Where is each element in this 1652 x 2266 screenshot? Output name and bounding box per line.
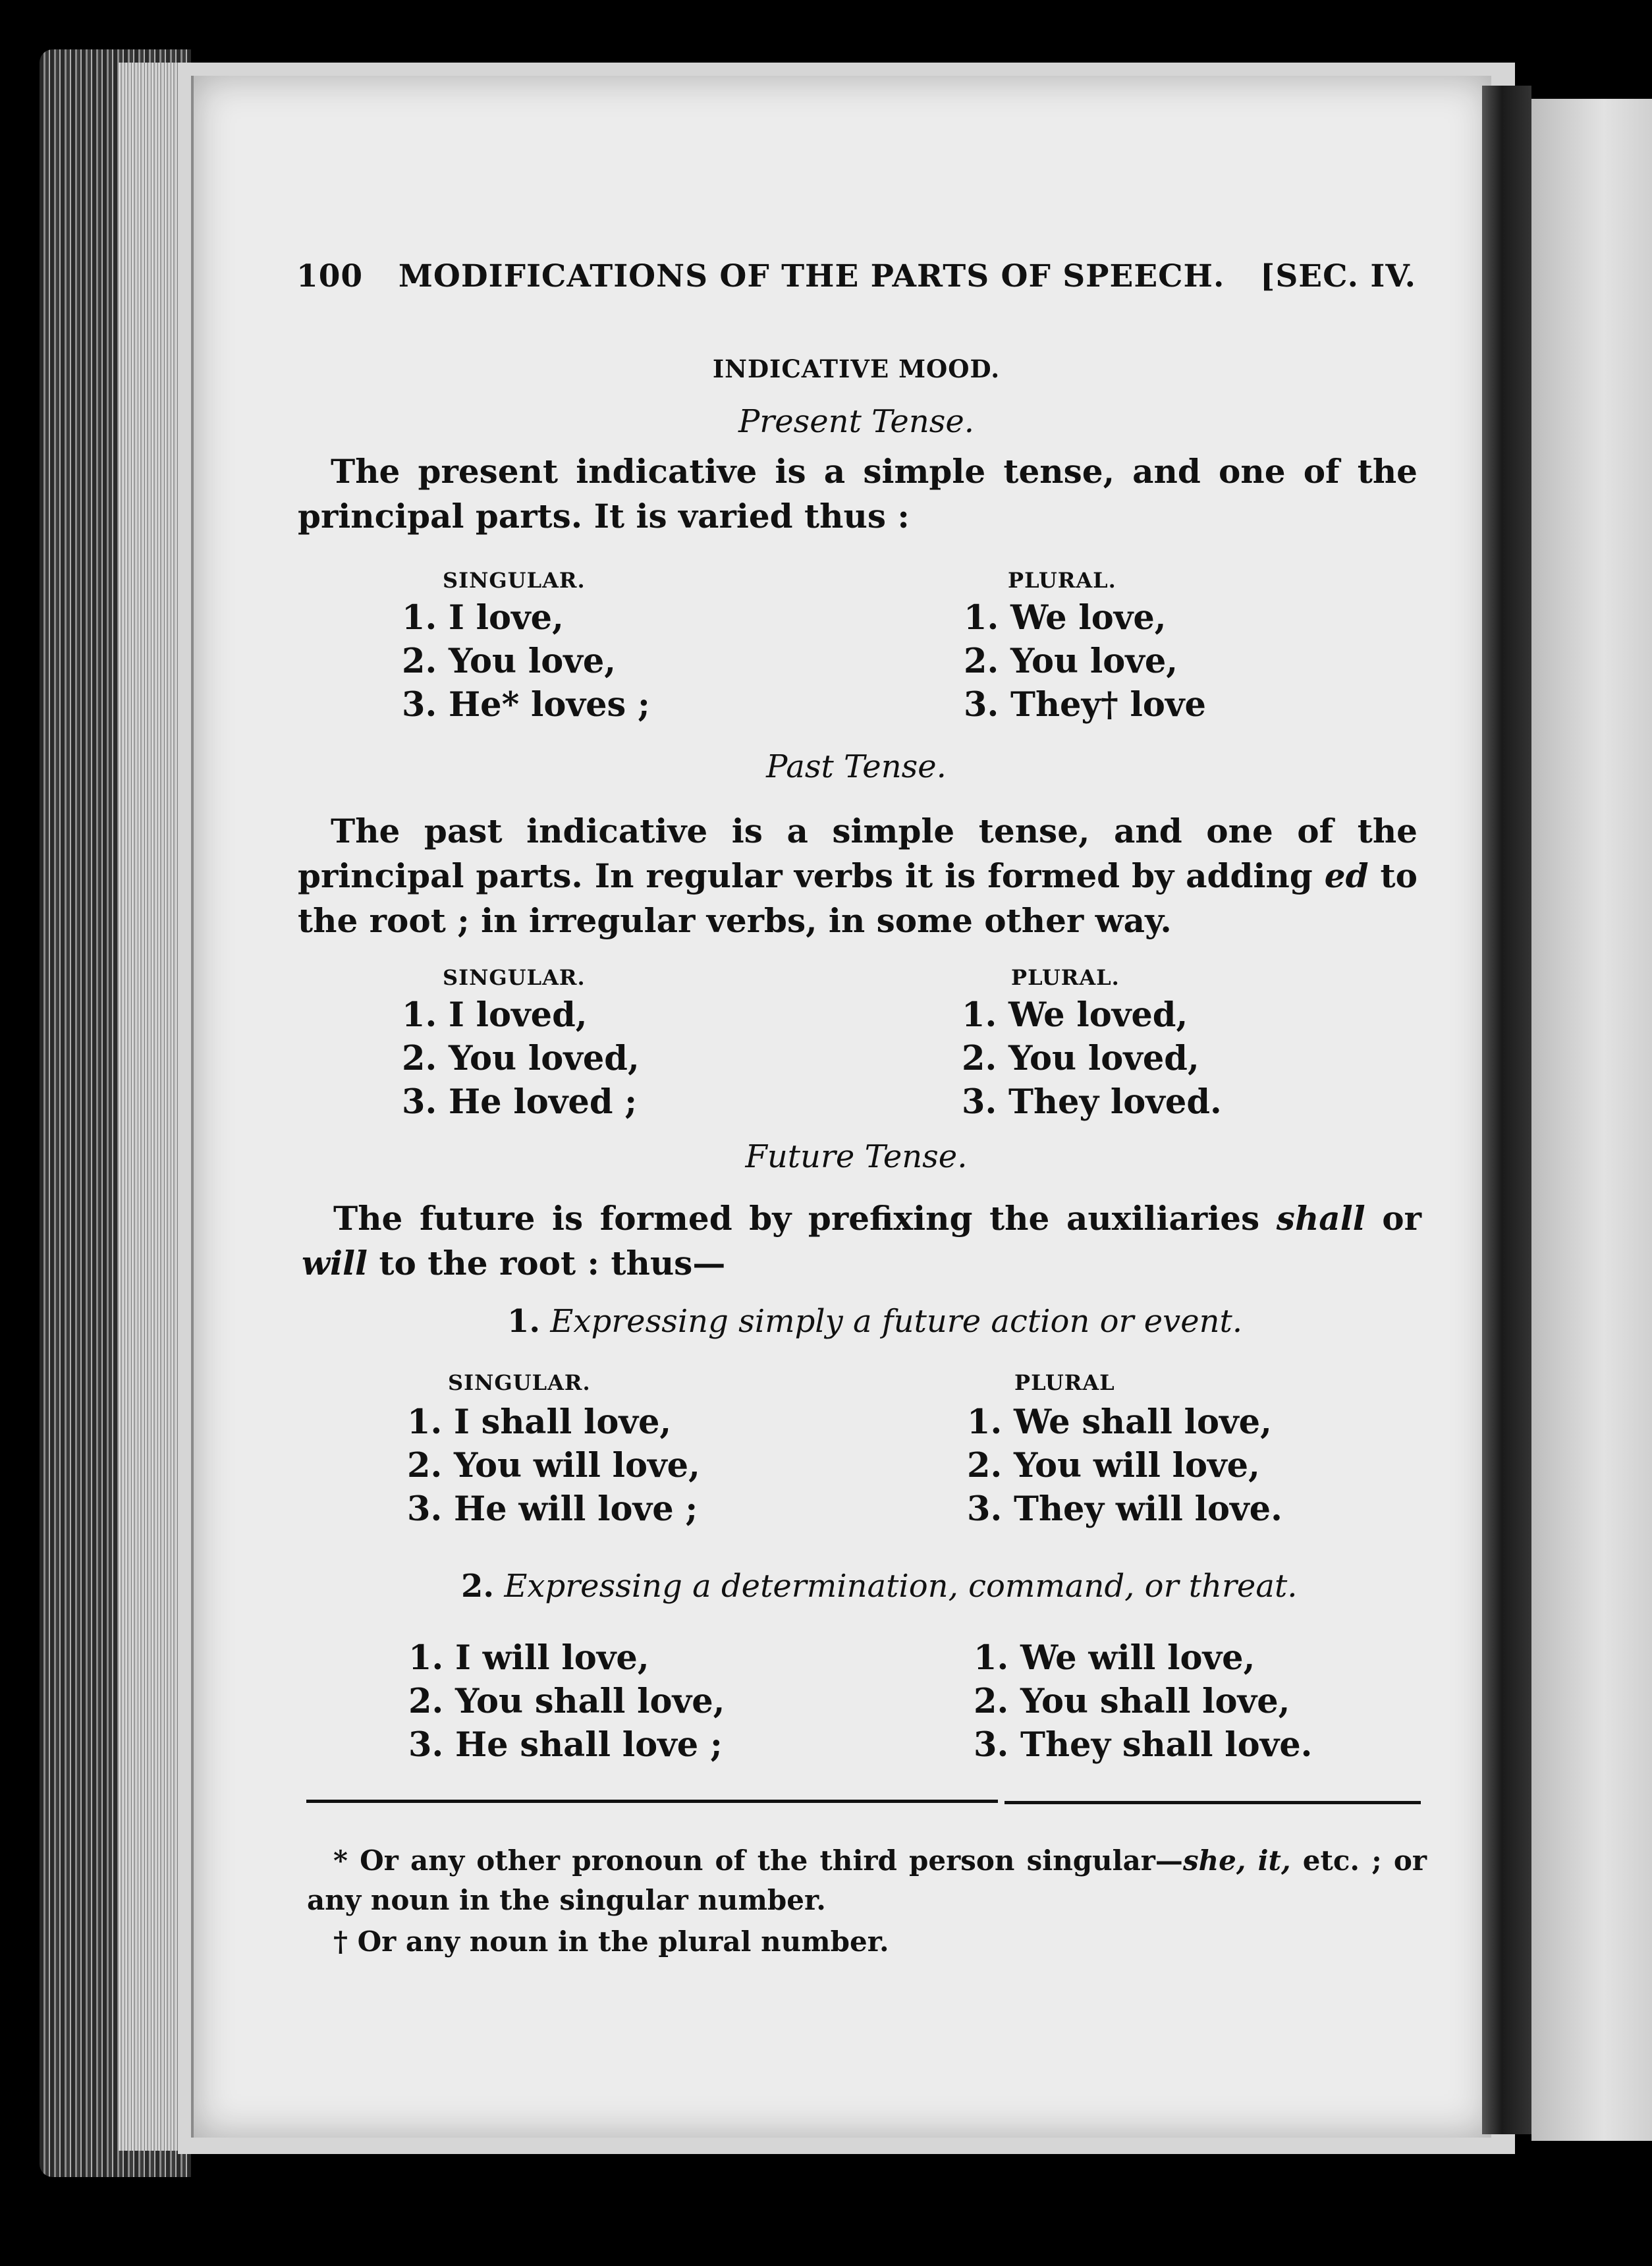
conjugation-line: 2. You will love,	[407, 1446, 700, 1485]
conjugation-line: 3. They† love	[964, 685, 1207, 725]
conjugation-line: 1. We will love,	[974, 1638, 1255, 1678]
future-case-2-heading	[461, 1568, 1298, 1605]
conjugation-line: 3. They shall love.	[974, 1725, 1313, 1765]
future-case-2-number: 2.	[461, 1568, 495, 1605]
future-intro-text-end: to the root : thus—	[368, 1244, 726, 1283]
future-intro-or: or	[1365, 1199, 1421, 1238]
conjugation-line: 3. He loved ;	[402, 1082, 638, 1122]
future-tense-heading: Future Tense.	[745, 1138, 968, 1175]
future-intro-shall: shall	[1276, 1199, 1365, 1238]
conjugation-line: 1. We loved,	[962, 995, 1188, 1035]
facing-page-edge	[1531, 99, 1652, 2141]
footnote-star-text: * Or any other pronoun of the third person singular—	[333, 1844, 1183, 1877]
conjugation-line: 1. We shall love,	[967, 1402, 1272, 1442]
conjugation-line: 2. You shall love,	[408, 1682, 725, 1721]
future-case-1-plural-list	[967, 1400, 1282, 1531]
conjugation-line: 3. He will love ;	[407, 1489, 698, 1529]
conjugation-line: 2. You shall love,	[974, 1682, 1290, 1721]
past-intro-text-end: to the root ; in irregular verbs, in some other way.	[298, 856, 1418, 940]
footnote-rule-left	[306, 1800, 998, 1803]
present-tense-heading: Present Tense.	[738, 403, 975, 440]
mood-heading: INDICATIVE MOOD.	[712, 354, 1001, 383]
future-case-1-number: 1.	[507, 1303, 541, 1340]
past-intro	[298, 809, 1418, 943]
present-singular-label: SINGULAR.	[443, 568, 586, 593]
past-tense-heading: Past Tense.	[766, 748, 947, 785]
future-intro-will: will	[302, 1244, 368, 1283]
conjugation-line: 2. You love,	[964, 642, 1178, 681]
conjugation-line: 3. They loved.	[962, 1082, 1222, 1122]
conjugation-line: 2. You loved,	[962, 1039, 1199, 1078]
conjugation-line: 1. I shall love,	[407, 1402, 672, 1442]
future-case-2-title: Expressing a determination, command, or threat.	[504, 1568, 1298, 1605]
present-plural-list	[964, 596, 1206, 727]
future-singular-label: SINGULAR.	[448, 1370, 591, 1395]
conjugation-line: 2. You will love,	[967, 1446, 1260, 1485]
future-case-1-heading	[507, 1303, 1242, 1340]
future-case-1-singular-list	[407, 1400, 700, 1531]
conjugation-line: 1. I loved,	[402, 995, 588, 1035]
running-title: MODIFICATIONS OF THE PARTS OF SPEECH.	[398, 258, 1225, 294]
past-plural-list	[962, 993, 1222, 1124]
conjugation-line: 3. They will love.	[967, 1489, 1282, 1529]
past-singular-list	[402, 993, 640, 1124]
footnote-star-italic: she, it,	[1182, 1844, 1291, 1877]
future-intro	[302, 1196, 1421, 1286]
past-intro-text: The past indicative is a simple tense, and one of the principal parts. In regular verbs it is formed by adding	[298, 812, 1418, 895]
future-plural-label: PLURAL	[1014, 1370, 1115, 1395]
conjugation-line: 3. He* loves ;	[402, 685, 650, 725]
footnote-rule-right	[1005, 1801, 1421, 1804]
conjugation-line: 1. I will love,	[408, 1638, 649, 1678]
present-plural-label: PLURAL.	[1008, 568, 1116, 593]
conjugation-line: 3. He shall love ;	[408, 1725, 723, 1765]
conjugation-line: 2. You loved,	[402, 1039, 640, 1078]
past-singular-label: SINGULAR.	[443, 965, 586, 990]
future-case-2-plural-list	[974, 1636, 1312, 1767]
future-intro-text: The future is formed by prefixing the auxiliaries	[333, 1199, 1277, 1238]
section-label: [SEC. IV.	[1260, 258, 1416, 294]
past-intro-italic: ed	[1324, 856, 1369, 895]
conjugation-line: 2. You love,	[402, 642, 617, 681]
page-number: 100	[296, 258, 364, 294]
future-case-2-singular-list	[408, 1636, 725, 1767]
footnote-star-text-end: etc. ; or any noun in the singular number.	[307, 1844, 1427, 1916]
footnote-dagger: † Or any noun in the plural number.	[333, 1925, 889, 1958]
conjugation-line: 1. I love,	[402, 598, 564, 638]
book-gutter	[1482, 86, 1531, 2134]
page-surface	[191, 76, 1491, 2138]
past-plural-label: PLURAL.	[1011, 965, 1120, 990]
present-intro: The present indicative is a simple tense, and one of the principal parts. It is varied thus :	[298, 452, 1418, 536]
future-case-1-title: Expressing simply a future action or event.	[550, 1303, 1243, 1340]
footnote-star	[307, 1841, 1427, 1920]
conjugation-line: 1. We love,	[964, 598, 1167, 638]
present-singular-list	[402, 596, 650, 727]
running-head	[296, 258, 1416, 304]
